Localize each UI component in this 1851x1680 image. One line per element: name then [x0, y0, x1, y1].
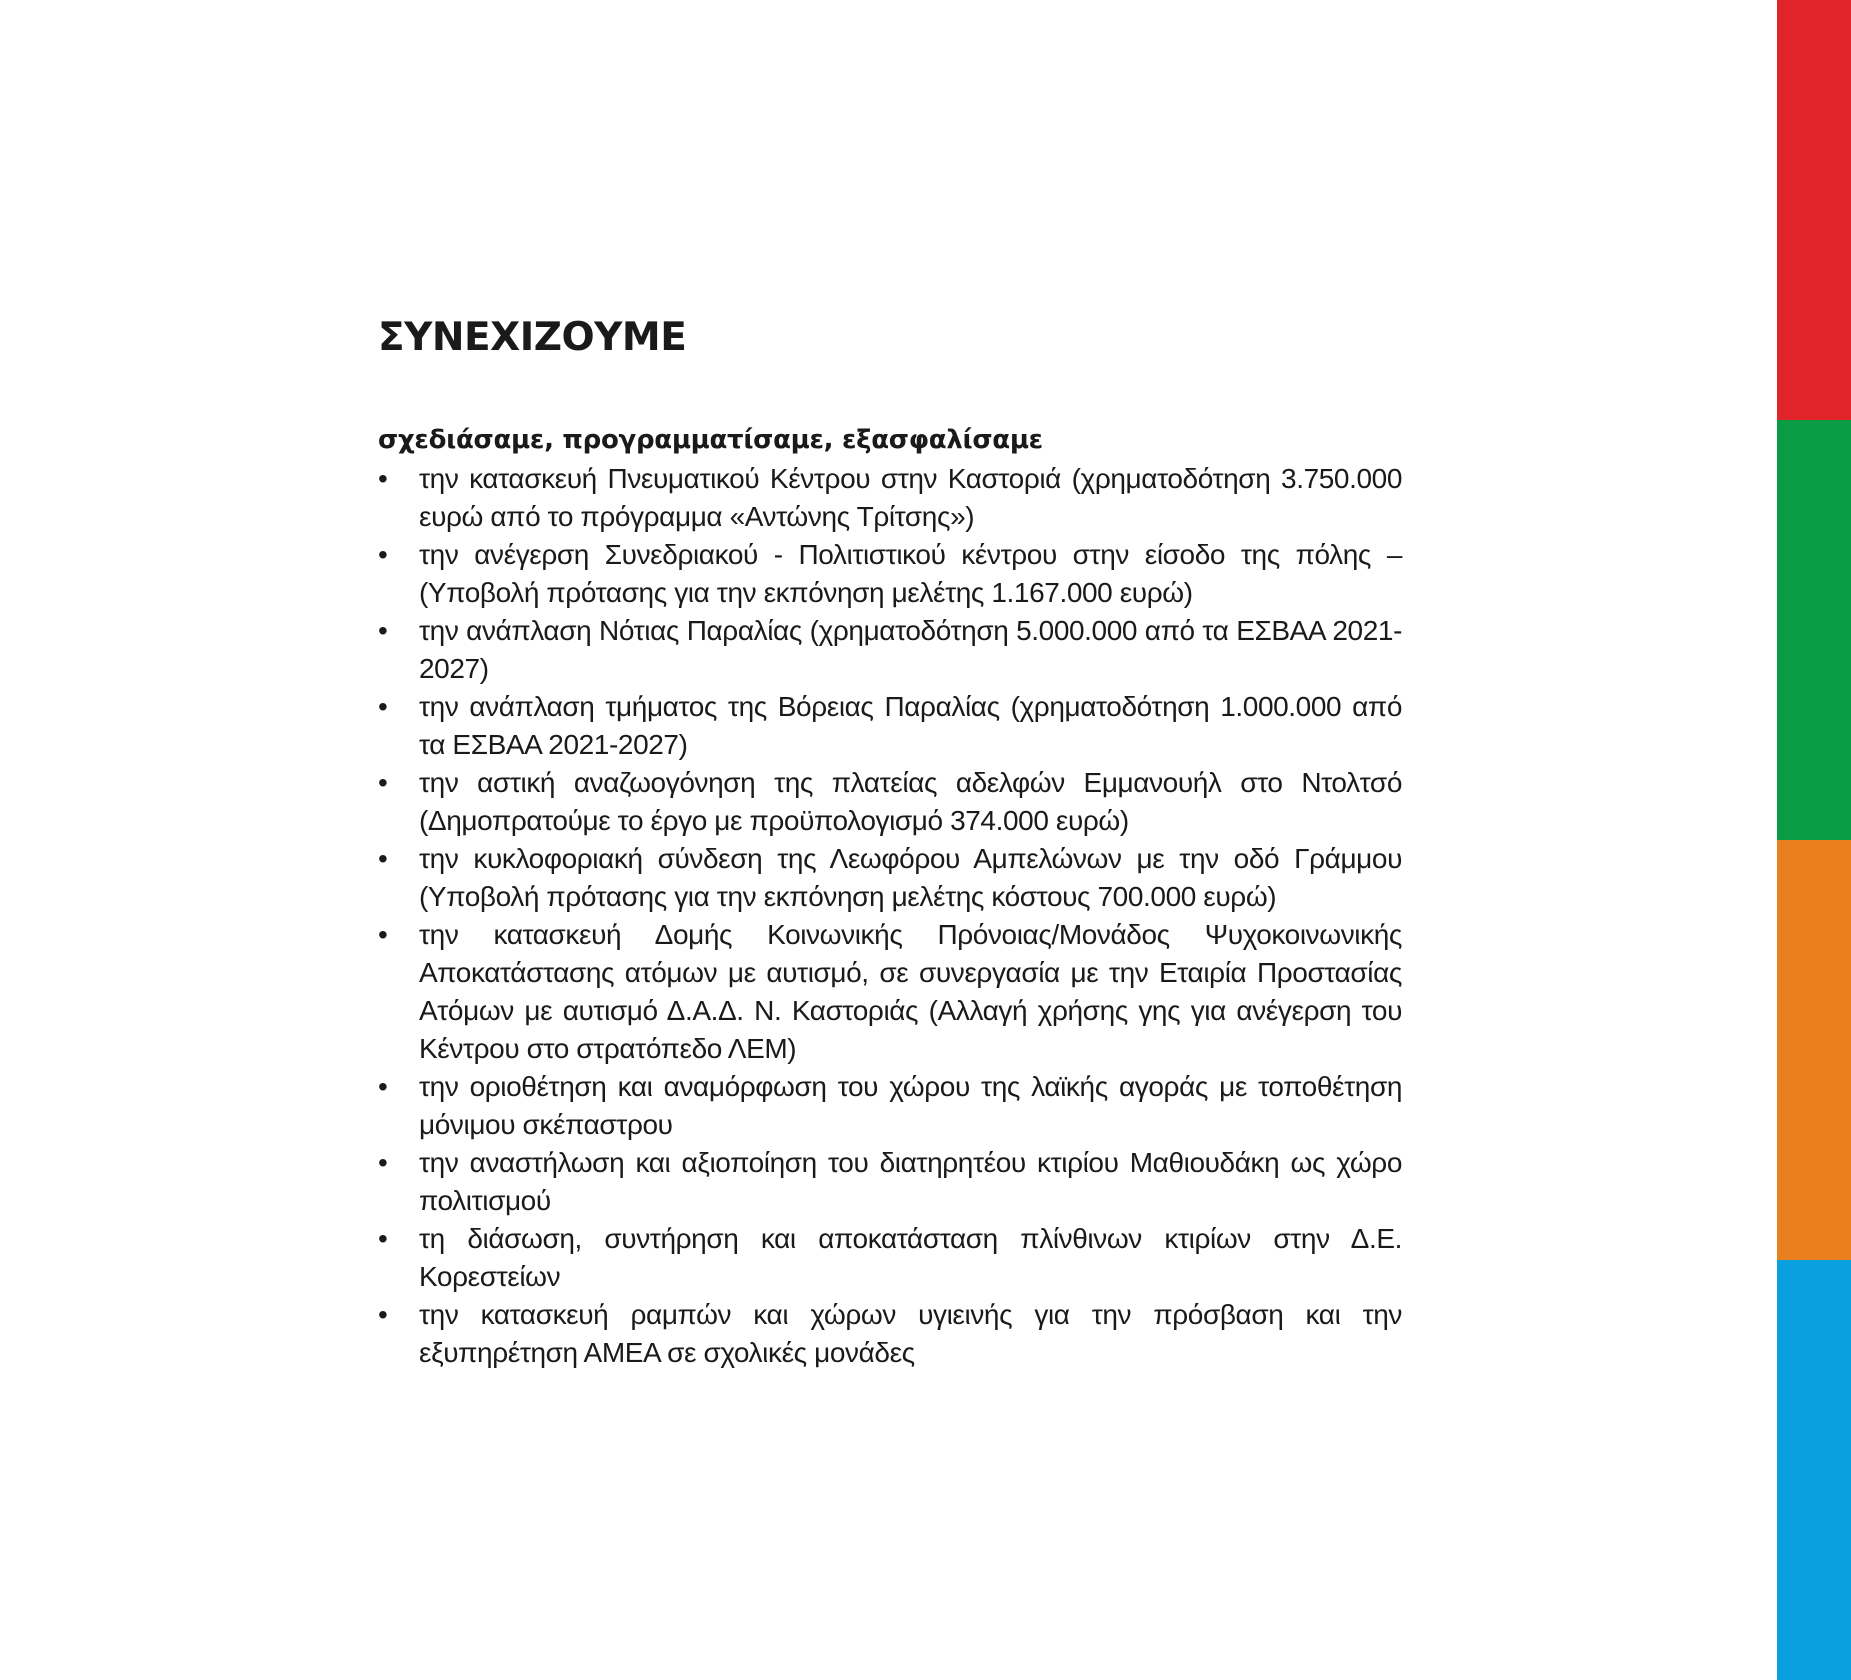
page-title: ΣΥΝΕΧΙΖΟΥΜΕ — [378, 315, 687, 360]
list-item-text: την ανάπλαση Νότιας Παραλίας (χρηματοδότηση 5.000.000 από τα ΕΣΒΑΑ 2021-2027) — [419, 615, 1402, 684]
bullet-icon: • — [378, 1071, 388, 1102]
list-item-text: την κυκλοφοριακή σύνδεση της Λεωφόρου Αμπελώνων με την οδό Γράμμου (Υποβολή πρότασης για την εκπόνηση μελέτης κόστους 700.000 ευρώ) — [419, 843, 1402, 912]
color-band-green — [1777, 420, 1851, 840]
list-item — [378, 916, 1402, 1068]
list-item — [378, 1068, 1402, 1144]
bullet-icon: • — [378, 463, 388, 494]
bullet-icon: • — [378, 539, 388, 570]
list-item — [378, 688, 1402, 764]
list-item — [378, 840, 1402, 916]
list-item-text: την οριοθέτηση και αναμόρφωση του χώρου της λαϊκής αγοράς με τοποθέτηση μόνιμου σκέπαστρου — [419, 1071, 1402, 1140]
list-item-text: τη διάσωση, συντήρηση και αποκατάσταση πλίνθινων κτιρίων στην Δ.Ε. Κορεστείων — [419, 1223, 1402, 1292]
list-item-text: την αναστήλωση και αξιοποίηση του διατηρητέου κτιρίου Μαθιουδάκη ως χώρο πολιτισμού — [419, 1147, 1402, 1216]
list-item — [378, 1144, 1402, 1220]
bullet-icon: • — [378, 1299, 388, 1330]
list-item-text: την ανέγερση Συνεδριακού - Πολιτιστικού κέντρου στην είσοδο της πόλης – (Υποβολή πρότασης για την εκπόνηση μελέτης 1.167.000 ευρώ) — [419, 539, 1402, 608]
bullet-icon: • — [378, 919, 388, 950]
bullet-icon: • — [378, 843, 388, 874]
bullet-icon: • — [378, 615, 388, 646]
project-list — [378, 460, 1402, 1372]
list-item — [378, 460, 1402, 536]
bullet-icon: • — [378, 1223, 388, 1254]
list-item-text: την κατασκευή ραμπών και χώρων υγιεινής για την πρόσβαση και την εξυπηρέτηση ΑΜΕΑ σε σχολικές μονάδες — [419, 1299, 1402, 1368]
color-band-red — [1777, 0, 1851, 420]
list-item — [378, 764, 1402, 840]
color-band-orange — [1777, 840, 1851, 1260]
side-color-bar — [1777, 0, 1851, 1680]
list-item — [378, 536, 1402, 612]
list-item — [378, 1296, 1402, 1372]
page-content — [378, 312, 1402, 1372]
list-item-text: την κατασκευή Δομής Κοινωνικής Πρόνοιας/Μονάδος Ψυχοκοινωνικής Αποκατάστασης ατόμων με αυτισμό, σε συνεργασία με την Εταιρία Προστασίας Ατόμων με αυτισμό Δ.Α.Δ. Ν. Καστοριάς (Αλλαγή χρήσης γης για ανέγερση του Κέντρου στο στρατόπεδο ΛΕΜ) — [419, 919, 1402, 1064]
list-item — [378, 1220, 1402, 1296]
bullet-icon: • — [378, 691, 388, 722]
list-item-text: την κατασκευή Πνευματικού Κέντρου στην Καστοριά (χρηματοδότηση 3.750.000 ευρώ από το πρόγραμμα «Αντώνης Τρίτσης») — [419, 463, 1402, 532]
bullet-icon: • — [378, 767, 388, 798]
bullet-icon: • — [378, 1147, 388, 1178]
section-subtitle: σχεδιάσαμε, προγραμματίσαμε, εξασφαλίσαμε — [378, 425, 1043, 455]
list-item-text: την αστική αναζωογόνηση της πλατείας αδελφών Εμμανουήλ στο Ντολτσό (Δημοπρατούμε το έργο με προϋπολογισμό 374.000 ευρώ) — [419, 767, 1402, 836]
list-item — [378, 612, 1402, 688]
color-band-blue — [1777, 1260, 1851, 1680]
list-item-text: την ανάπλαση τμήματος της Βόρειας Παραλίας (χρηματοδότηση 1.000.000 από τα ΕΣΒΑΑ 2021-2027) — [419, 691, 1402, 760]
